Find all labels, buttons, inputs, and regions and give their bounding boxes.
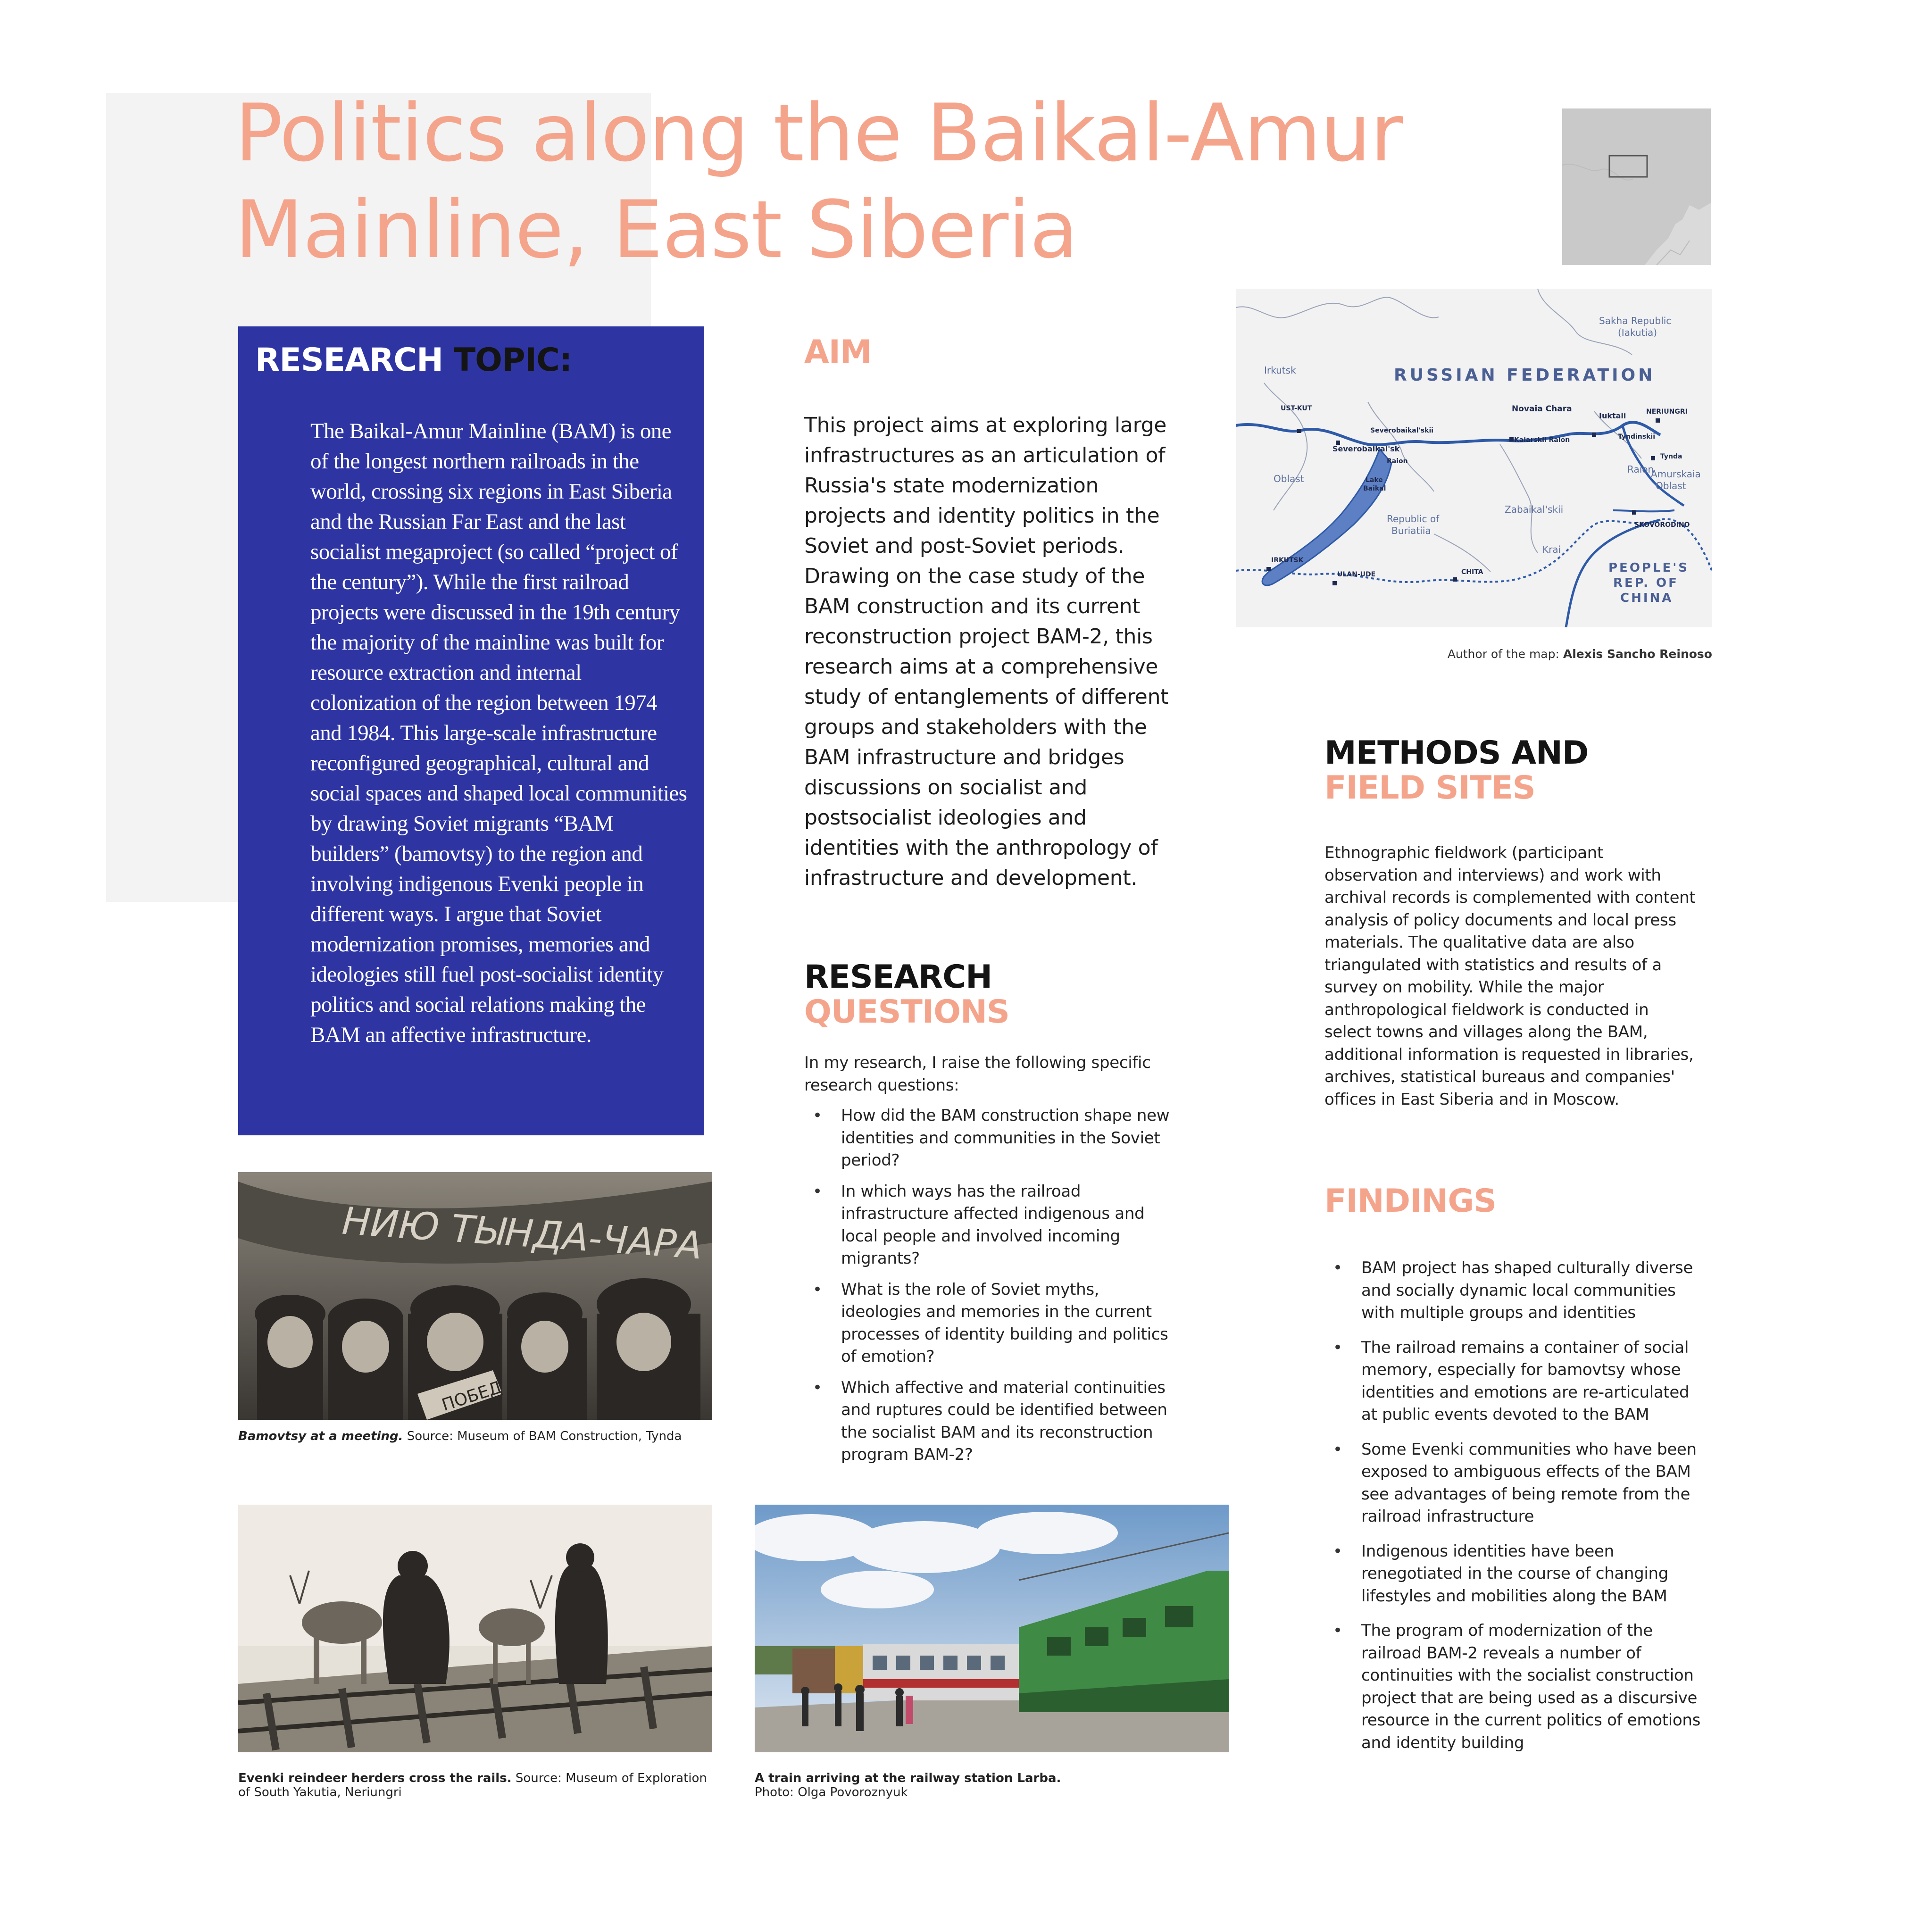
photo-banner-text: НИЮ ТЫНДА-ЧАРА	[341, 1199, 704, 1268]
map-label-buriatiia: Buriatiia	[1391, 525, 1431, 536]
region-map	[1236, 289, 1712, 627]
map-label-china: CHINA	[1620, 591, 1674, 605]
map-label-skovorodino: SKOVORODINO	[1634, 521, 1690, 529]
research-topic-body: The Baikal-Amur Mainline (BAM) is one of the longest northern railroads in the world, crossing six regions in East Siberia and the Russian Far East and the last socialist megaproject (so called “project of the century”). While the first railroad projects were discussed in the 19th century the majority of the mainline was built for resource extraction and internal colonization of the region between 1974 and 1984. This large-scale infrastructure reconfigured geographical, cultural and social spaces and shaped local communities by drawing Soviet migrants “BAM builders” (bamovtsy) to the region and involving indigenous Evenki people in different ways. I argue that Soviet modernization promises, memories and ideologies still fuel post-socialist identity politics and social relations making the BAM an affective infrastructure.	[310, 419, 687, 1047]
page-title: Politics along the Baikal-Amur Mainline, East Siberia	[235, 87, 1403, 276]
map-label-novaia-chara: Novaia Chara	[1512, 404, 1572, 414]
list-item: • The program of modernization of the railroad BAM-2 reveals a number of continuities with the socialist construction project that are being used as a discursive resource in the current politics of emotions and identity building	[1324, 1620, 1702, 1754]
research-questions-heading-dark: RESEARCH	[804, 958, 992, 996]
map-label-ust-kut: UST-KUT	[1281, 405, 1312, 412]
map-label-russian-federation: RUSSIAN FEDERATION	[1394, 366, 1656, 385]
map-label-neriungri: NERIUNGRI	[1646, 408, 1688, 416]
caption-train-source: Photo: Olga Povoroznyuk	[755, 1785, 908, 1799]
map-label-rep-of: REP. OF	[1613, 576, 1679, 590]
caption-reindeer-source: Source: Museum of Exploration of South Yakutia, Neriungri	[238, 1771, 707, 1799]
list-item: • Which affective and material continuities and ruptures could be identified between the socialist BAM and its reconstruction program BAM-2?	[804, 1377, 1182, 1466]
research-questions-heading	[804, 960, 1009, 1030]
caption-train	[755, 1771, 1229, 1799]
aim-heading-text: AIM	[804, 333, 872, 371]
methods-heading	[1324, 736, 1588, 806]
list-item: • Indigenous identities have been renegotiated in the course of changing lifestyles and mobilities along the BAM	[1324, 1541, 1702, 1608]
map-label-kalarskii: Kalarskii Raion	[1514, 436, 1570, 444]
research-topic-heading	[255, 337, 572, 384]
methods-body: Ethnographic fieldwork (participant observation and interviews) and work with archival records is complemented with content analysis of policy documents and local press materials. The qualitative data are also triangulated with statistics and results of a survey on mobility. While the major anthropological fieldwork is conducted in select towns and villages along the BAM, additional information is requested in libraries, archives, statistical bureaus and companies' offices in East Siberia and in Moscow.	[1324, 843, 1696, 1109]
map-label-baikal: Baikal	[1363, 485, 1386, 492]
inset-location-map	[1562, 108, 1711, 265]
methods-heading-dark: METHODS AND	[1324, 734, 1589, 772]
map-label-oblast-left: Oblast	[1274, 473, 1304, 484]
research-questions-intro: In my research, I raise the following specific research questions:	[804, 1053, 1151, 1095]
map-label-severobaikalsk: Severobaikal'sk	[1332, 444, 1400, 453]
map-label-oblast-right: Oblast	[1656, 480, 1686, 491]
list-item: • In which ways has the railroad infrastructure affected indigenous and local people and involved incoming migrants?	[804, 1181, 1182, 1270]
map-label-lake: Lake	[1366, 476, 1383, 484]
map-label-raion-right: Raion	[1627, 464, 1654, 475]
caption-train-title: A train arriving at the railway station Larba.	[755, 1771, 1061, 1785]
findings-heading-text: FINDINGS	[1324, 1183, 1497, 1220]
caption-reindeer-title: Evenki reindeer herders cross the rails.	[238, 1771, 512, 1785]
map-label-sakha: Sakha Republic	[1599, 315, 1672, 326]
findings-list	[1324, 1257, 1702, 1766]
map-label-sakha2: (Iakutia)	[1618, 327, 1657, 338]
caption-bamovtsy-title: Bamovtsy at a meeting.	[238, 1429, 403, 1443]
research-topic-box	[238, 326, 704, 1135]
map-label-amurskaia: Amurskaia	[1651, 468, 1701, 480]
research-topic-heading-dark: TOPIC:	[453, 341, 572, 379]
map-label-ulan-ude: ULAN-UDE	[1337, 571, 1376, 578]
list-item: • BAM project has shaped culturally diverse and socially dynamic local communities with multiple groups and identities	[1324, 1257, 1702, 1324]
map-label-krai: Krai	[1542, 544, 1561, 555]
map-label-severobaikal-skii: Severobaikal'skii	[1370, 427, 1434, 434]
map-label-chita: CHITA	[1461, 568, 1483, 576]
research-questions-heading-pink: QUESTIONS	[804, 993, 1009, 1031]
map-label-tyndinskii: Tyndinskii	[1618, 433, 1656, 441]
caption-bamovtsy-source: Source: Museum of BAM Construction, Tynda	[403, 1429, 682, 1443]
methods-heading-pink: FIELD SITES	[1324, 769, 1535, 807]
list-item: • How did the BAM construction shape new identities and communities in the Soviet period?	[804, 1105, 1182, 1172]
research-questions-list	[804, 1105, 1182, 1475]
findings-heading	[1324, 1184, 1496, 1219]
map-label-raion: Raion	[1387, 458, 1408, 465]
map-label-zabaikalskii: Zabaikal'skii	[1505, 504, 1564, 515]
aim-heading	[804, 335, 872, 370]
map-label-peoples: PEOPLE'S	[1608, 561, 1689, 575]
map-label-irkutsk-city: IRKUTSK	[1271, 557, 1304, 564]
list-item: • Some Evenki communities who have been exposed to ambiguous effects of the BAM see advantages of being remote from the railroad infrastructure	[1324, 1439, 1702, 1528]
map-label-irkutsk: Irkutsk	[1264, 365, 1296, 376]
map-label-iuktali: Iuktali	[1599, 411, 1626, 420]
photo-bamovtsy-meeting	[238, 1172, 712, 1420]
research-topic-heading-light: RESEARCH	[255, 341, 454, 379]
map-credit	[1236, 647, 1712, 661]
map-label-tynda: Tynda	[1660, 453, 1682, 460]
photo-sash-text: ПОБЕД	[439, 1377, 504, 1416]
aim-body: This project aims at exploring large infrastructures as an articulation of Russia's state modernization projects and identity politics in the Soviet and post-Soviet periods. Drawing on the case study of the BAM construction and its current reconstruction project BAM-2, this research aims at a comprehensive study of entanglements of different groups and stakeholders with the BAM infrastructure and bridges discussions on socialist and postsocialist ideologies and identities with the anthropology of infrastructure and development.	[804, 413, 1169, 890]
photo-reindeer-herders	[238, 1505, 712, 1752]
list-item: • The railroad remains a container of social memory, especially for bamovtsy whose identities and emotions are re-articulated at public events devoted to the BAM	[1324, 1337, 1702, 1426]
caption-reindeer	[238, 1771, 712, 1799]
map-credit-name: Alexis Sancho Reinoso	[1563, 647, 1712, 661]
caption-bamovtsy	[238, 1429, 712, 1443]
map-label-republic-of: Republic of	[1387, 513, 1440, 525]
photo-train-larba	[755, 1505, 1229, 1752]
list-item: • What is the role of Soviet myths, ideologies and memories in the current processes of identity building and politics of emotion?	[804, 1279, 1182, 1368]
map-credit-prefix: Author of the map:	[1447, 647, 1563, 661]
